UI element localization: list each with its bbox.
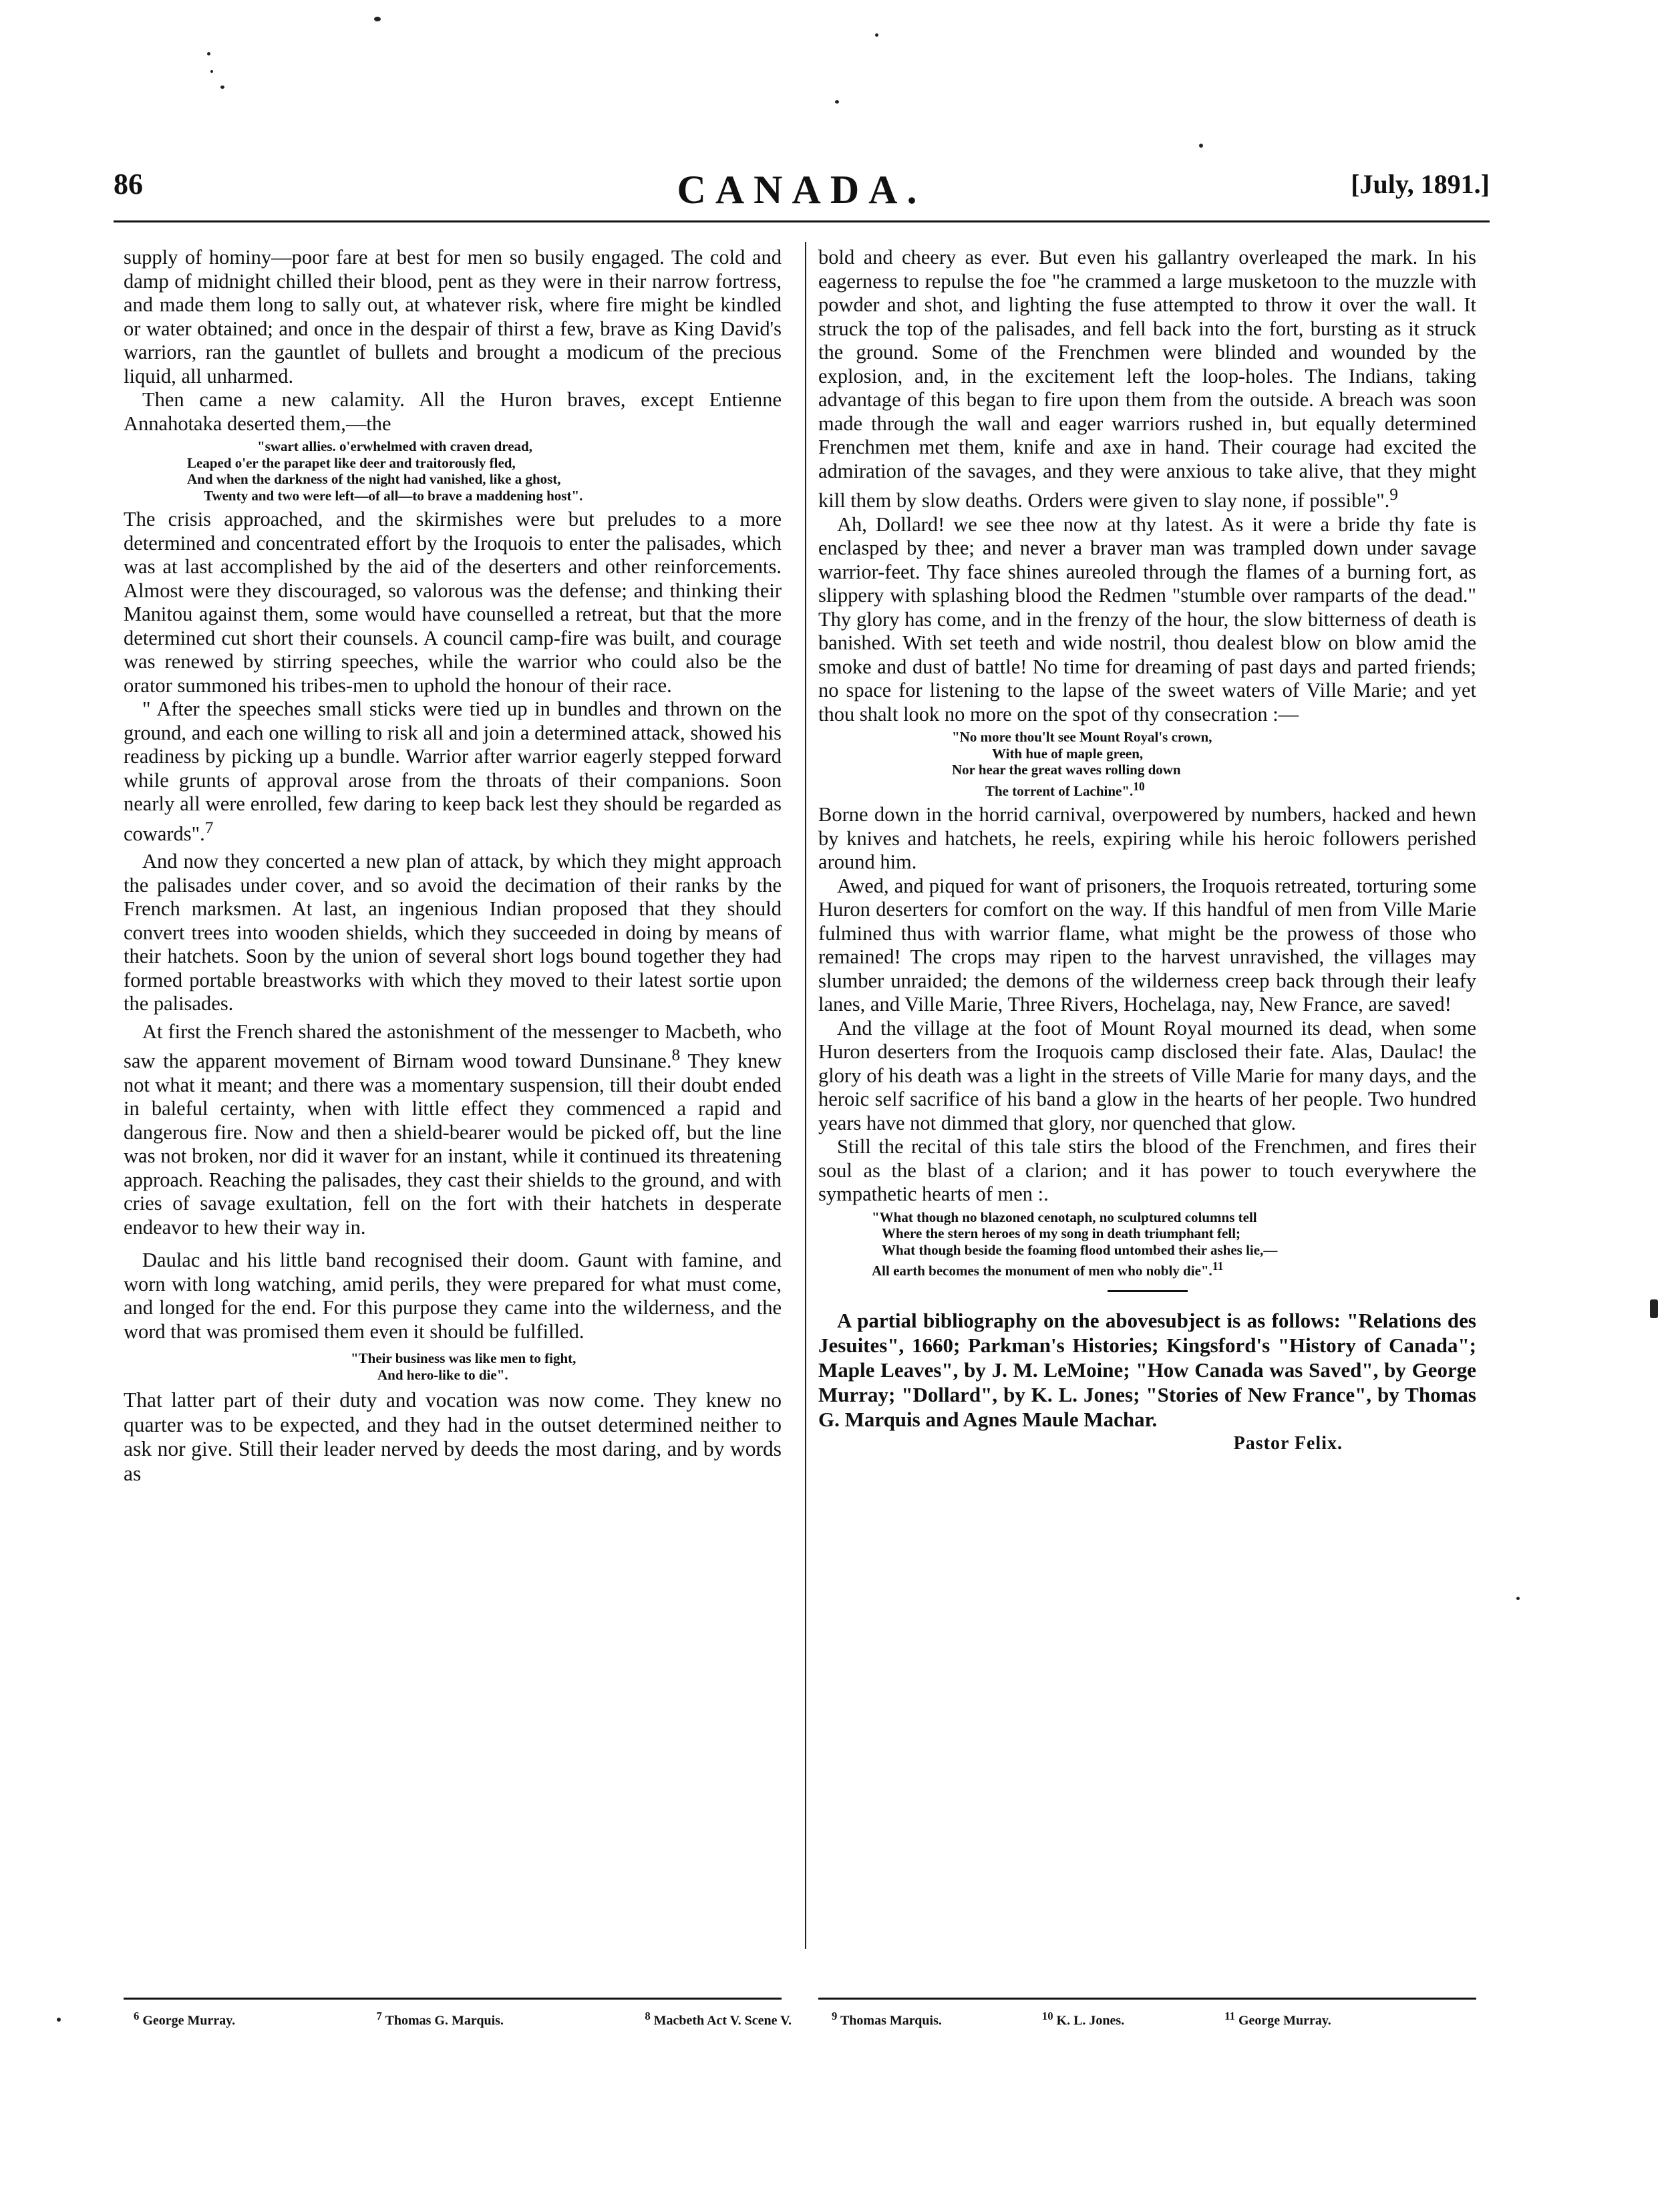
scan-speck (207, 52, 210, 55)
verse-line: "Their business was like men to fight, (351, 1350, 576, 1367)
footnotes-right (832, 2010, 1490, 2029)
verse-quote (124, 438, 782, 504)
footnotes-left (134, 2010, 792, 2029)
verse-line: "No more thou'lt see Mount Royal's crown, (952, 729, 1212, 746)
paragraph-text: bold and cheery as ever. But even his gallantry overleaped the mark. In his eagerness to repulse the foe "he crammed a large musketoon to the muzzle with powder and shot, and lighting the fuse attempted to throw it over the wall. It struck the top of the palisades, and fell back into the fort, bursting as it struck the ground. Some of the Frenchmen were blinded and wounded by the explosion, and, in the excitement left the loop-holes. The Indians, taking advantage of this began to fire upon them from the outside. A breach was soon made through the wall and eager warriors rushed in, but equally determined Frenchmen met them, knife and axe in hand. Their courage had excited the admiration of the savages, and they were anxious to take alive, that they might kill them by slow deaths. Orders were given to slay none, if possible". (818, 246, 1476, 512)
section-rule (1108, 1290, 1188, 1292)
paragraph: The crisis approached, and the skirmishes were but preludes to a more determined and concentrated effort by the Iroquois to enter the palisades, which was at last accomplished by the aid of the deserters and other reinforcements. Almost were they discouraged, so valorous was the defense; and thinking their Manitou against them, some would have counselled a retreat, but that the more determined cut short their counsels. A council camp-fire was built, and courage was renewed by stirring speeches, while the warrior who could also be the orator summoned his tribes-men to uphold the honour of their race. (124, 508, 782, 697)
paragraph: supply of hominy—poor fare at best for men so busily engaged. The cold and damp of midnight chilled their blood, pent as they were in their narrow fortress, and made them long to sally out, at whatever risk, where fire might be kindled or water obtained; and once in the despair of thirst a few, brave as King David's warriors, ran the gauntlet of bullets and brought a modicum of the precious liquid, all unharmed. (124, 246, 782, 387)
footnote (134, 2010, 235, 2029)
scan-speck (57, 2018, 61, 2022)
verse-line: Leaped o'er the parapet like deer and traitorously fled, (187, 454, 516, 471)
bibliography: A partial bibliography on the abovesubject is as follows: "Relations des Jesuites", 1660; Parkman's Histories; Kingsford's "History of Canada"; Maple Leaves", by J. M. LeMoine; "How Canada was Saved", by George Murray; "Dollard", by K. L. Jones; "Stories of New France", by Thomas G. Marquis and Agnes Maule Machar. (818, 1308, 1476, 1431)
footnote-mark: 6 (134, 2010, 140, 2022)
footnote-mark: 10 (1041, 2010, 1053, 2022)
footnote-ref: 7 (204, 818, 214, 837)
paragraph (124, 1020, 782, 1240)
right-column (818, 246, 1476, 1455)
paragraph-text: " After the speeches small sticks were tied up in bundles and thrown on the ground, and each one willing to risk all and join a determined attack, showed his readiness by picking up a bundle. Warrior after warrior eagerly stepped forward while grunts of approval arose from the throats of their companions. Soon nearly all were enrolled, few daring to keep back lest they should be regarded as cowards". (124, 697, 782, 845)
verse-line: And hero-like to die". (377, 1366, 508, 1383)
verse-line: With hue of maple green, (992, 745, 1144, 762)
scan-speck (1199, 144, 1203, 148)
footnote-text: Macbeth Act V. Scene V. (653, 2013, 792, 2028)
paragraph: Ah, Dollard! we see thee now at thy latest. As it were a bride thy fate is enclasped by thee; and never a braver man was trampled down under savage warrior-feet. Thy face shines aureoled through the flames of a burning fort, as slippery with splashing blood the Redmen "stumble over ramparts of the dead." Thy glory has come, and in the frenzy of the hour, the slow bitterness of death is banished. With set teeth and wide nostril, thou dealest blow on blow amid the smoke and dust of battle! No time for dreaming of past days and parted friends; no space for listening to the lapse of the sweet waters of Ville Marie; and yet thou shalt look no more on the spot of thy consecration :— (818, 512, 1476, 726)
paragraph: Then came a new calamity. All the Huron braves, except Entienne Annahotaka deserted them,—the (124, 388, 782, 435)
footnote-text: Thomas Marquis. (840, 2013, 942, 2028)
footnote (1042, 2010, 1124, 2029)
footnote (1224, 2010, 1331, 2029)
scan-speck (1650, 1299, 1658, 1318)
paragraph-text: They knew not what it meant; and there was a momentary suspension, till their doubt ended in baleful certainty, when with little effect they commenced a rapid and dangerous fire. Now and then a shield-bearer would be picked off, but the line was not broken, nor did it waver for an instant, while it continued its threatening approach. Reaching the palisades, they cast their shields to the ground, and with cries of savage exultation, fell on the fort with their hatchets in desperate endeavor to hew their way in. (124, 1050, 782, 1239)
footnote-text: Thomas G. Marquis. (385, 2013, 504, 2028)
footnote-mark: 11 (1224, 2010, 1235, 2022)
verse-line: Twenty and two were left—of all—to brave a maddening host". (204, 487, 583, 504)
paragraph: Still the recital of this tale stirs the blood of the Frenchmen, and fires their soul as the blast of a clarion; and it has power to touch everywhere the sympathetic hearts of men :. (818, 1135, 1476, 1206)
paragraph: Borne down in the horrid carnival, overpowered by numbers, hacked and hewn by knives and hatchets, he reels, expiring while his heroic followers perished around him. (818, 803, 1476, 874)
footnote-rule (818, 1998, 1476, 2000)
footnote-mark: 7 (376, 2010, 382, 2022)
scan-speck (1516, 1597, 1520, 1600)
verse-quote (818, 729, 1476, 799)
verse-line: And when the darkness of the night had vanished, like a ghost, (187, 471, 561, 487)
masthead-title: CANADA. (677, 168, 927, 212)
footnote (645, 2010, 792, 2029)
paragraph-text: At first the French shared the astonishment of the messenger to Macbeth, who saw the apparent movement of Birnam wood toward Dunsinane. (124, 1020, 782, 1073)
verse-line: What though beside the foaming flood untombed their ashes lie,— (882, 1241, 1278, 1258)
scan-speck (210, 70, 213, 73)
verse-line (818, 778, 1476, 800)
verse-quote (818, 1209, 1476, 1279)
footnote (377, 2010, 504, 2029)
verse-line-text: The torrent of Lachine". (985, 782, 1134, 799)
paragraph (818, 246, 1476, 513)
paragraph: And now they concerted a new plan of attack, by which they might approach the palisades under cover, and so avoid the decimation of their ranks by the French marksmen. At last, an ingenious Indian proposed that they should convert trees into wooden shields, which they succeeded in doing by means of their hatchets. Soon by the union of several short logs bound together they had formed portable breastworks with which they moved to their latest sortie upon the palisades. (124, 850, 782, 1015)
paragraph: And the village at the foot of Mount Royal mourned its dead, when some Huron deserters from the Iroquois camp disclosed their fate. Alas, Daulac! the glory of his death was a light in the streets of Ville Marie for many days, and the heroic self sacrifice of his band a glow in the hearts of her people. Two hundred years have not dimmed that glory, nor quenched that glow. (818, 1016, 1476, 1134)
verse-line (818, 1258, 1476, 1279)
paragraph (124, 697, 782, 846)
footnote-ref: 9 (1389, 485, 1398, 504)
scan-speck (835, 100, 839, 104)
footnote-ref: 10 (1133, 779, 1145, 793)
verse-line-text: All earth becomes the monument of men who nobly die". (872, 1263, 1212, 1279)
verse-quote (124, 1350, 782, 1383)
footnote-mark: 9 (832, 2010, 838, 2022)
verse-line: Where the stern heroes of my song in death triumphant fell; (882, 1225, 1241, 1242)
header-rule (114, 220, 1490, 222)
column-divider (805, 242, 806, 1949)
footnote-text: K. L. Jones. (1056, 2013, 1125, 2028)
scan-speck (374, 17, 381, 21)
footnote-text: George Murray. (1238, 2013, 1331, 2028)
scan-speck (220, 86, 224, 89)
verse-line: "swart allies. o'erwhelmed with craven dread, (257, 438, 532, 454)
author-signature: Pastor Felix. (1233, 1432, 1343, 1454)
footnote-ref: 11 (1212, 1259, 1224, 1273)
left-column (124, 246, 782, 1486)
verse-line: "What though no blazoned cenotaph, no sculptured columns tell (872, 1209, 1257, 1225)
scan-speck (875, 33, 878, 37)
page-number: 86 (114, 168, 143, 200)
footnote-ref: 8 (671, 1046, 681, 1065)
page-header (114, 167, 1490, 214)
footnote-rule (124, 1998, 782, 2000)
paragraph: That latter part of their duty and vocation was now come. They knew no quarter was to be expected, and they had in the outset determined neither to ask nor give. Still their leader nerved by deeds the most daring, and by words as (124, 1388, 782, 1485)
paragraph: Awed, and piqued for want of prisoners, the Iroquois retreated, torturing some Huron deserters for comfort on the way. If this handful of men from Ville Marie fulmined thus with warrior flame, what might be the prowess of those who remained! The crops may ripen to the harvest unravished, the villages may slumber unraided; the demons of the wilderness creep back through their leafy lanes, and Ville Marie, Three Rivers, Hochelaga, nay, New France, are saved! (818, 874, 1476, 1016)
footnote (832, 2010, 942, 2029)
verse-line: Nor hear the great waves rolling down (952, 762, 1181, 778)
paragraph: Daulac and his little band recognised their doom. Gaunt with famine, and worn with long watching, amid perils, they were prepared for what must come, and longed for the end. For this purpose they came into the wilderness, and the word that was promised them even it should be fulfilled. (124, 1249, 782, 1343)
footnote-text: George Murray. (142, 2013, 236, 2028)
footnote-mark: 8 (645, 2010, 651, 2022)
issue-date: [July, 1891.] (1351, 169, 1490, 199)
